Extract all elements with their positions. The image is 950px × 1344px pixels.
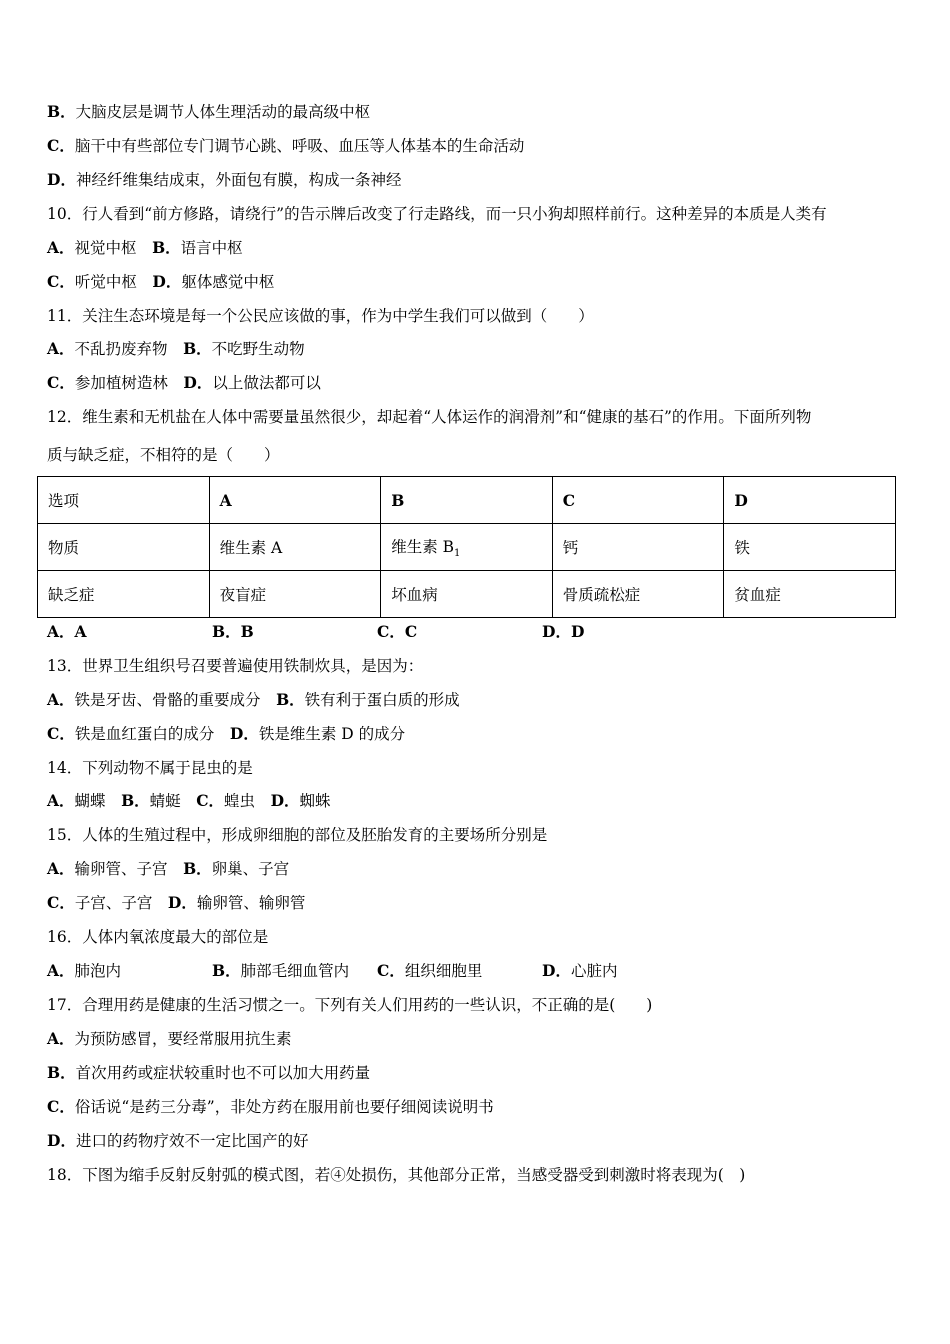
q12-answer-a: A．A — [47, 622, 87, 641]
q9-option-c: C．脑干中有些部位专门调节心跳、呼吸、血压等人体基本的生命活动 — [47, 136, 525, 155]
table-cell: 缺乏症 — [38, 571, 210, 618]
q12-table — [37, 476, 896, 618]
table-cell: 铁 — [724, 524, 896, 571]
q12-answer-b: B．B — [212, 622, 254, 641]
q11-options-row1: A．不乱扔废弃物 B．不吃野生动物 — [47, 339, 305, 358]
q12-answer-c: C．C — [377, 622, 418, 641]
q18-stem: 18．下图为缩手反射反射弧的模式图，若④处损伤，其他部分正常，当感受器受到刺激时将表现为( ) — [47, 1166, 746, 1184]
q15-options-row1: A．输卵管、子宫 B．卵巢、子宫 — [47, 859, 290, 878]
table-cell: 维生素 $B_1$ — [381, 524, 553, 571]
q14-options-row1: A．蝴蝶 B．蜻蜓 C．蝗虫 D．蜘蛛 — [47, 791, 331, 810]
q17-stem: 17．合理用药是健康的生活习惯之一。下列有关人们用药的一些认识，不正确的是( ) — [47, 996, 653, 1014]
q10-stem: 10．行人看到“前方修路，请绕行”的告示牌后改变了行走路线，而一只小狗却照样前行。这种差异的本质是人类有 — [47, 205, 827, 223]
table-cell: 选项 — [38, 477, 210, 524]
table-cell: 钙 — [552, 524, 724, 571]
q16-option-a: A．肺泡内 — [47, 961, 122, 980]
q9-option-d: D．神经纤维集结成束，外面包有膜，构成一条神经 — [47, 170, 402, 189]
q10-options-row1: A．视觉中枢 B．语言中枢 — [47, 238, 243, 257]
q16-stem: 16．人体内氧浓度最大的部位是 — [47, 928, 269, 946]
table-cell: 贫血症 — [724, 571, 896, 618]
q13-options-row2: C．铁是血红蛋白的成分 D．铁是维生素 D 的成分 — [47, 724, 406, 743]
table-cell: B — [381, 477, 553, 524]
q12-stem-line1: 12．维生素和无机盐在人体中需要量虽然很少，却起着“人体运作的润滑剂”和“健康的基石”的作用。下面所列物 — [47, 408, 812, 426]
q15-options-row2: C．子宫、子宫 D．输卵管、输卵管 — [47, 893, 306, 912]
table-cell: 夜盲症 — [209, 571, 381, 618]
table-cell: A — [209, 477, 381, 524]
table-cell: C — [552, 477, 724, 524]
table-cell: 骨质疏松症 — [552, 571, 724, 618]
q17-option-b: B．首次用药或症状较重时也不可以加大用药量 — [47, 1063, 371, 1082]
q10-options-row2: C．听觉中枢 D．躯体感觉中枢 — [47, 272, 275, 291]
q13-options-row1: A．铁是牙齿、骨骼的重要成分 B．铁有利于蛋白质的形成 — [47, 690, 460, 709]
table-cell: 坏血病 — [381, 571, 553, 618]
q16-option-d: D．心脏内 — [542, 961, 618, 980]
q11-options-row2: C．参加植树造林 D．以上做法都可以 — [47, 373, 321, 392]
q15-stem: 15．人体的生殖过程中，形成卵细胞的部位及胚胎发育的主要场所分别是 — [47, 826, 548, 844]
table-cell: D — [724, 477, 896, 524]
q17-option-a: A．为预防感冒，要经常服用抗生素 — [47, 1029, 292, 1048]
q12-stem-line2: 质与缺乏症，不相符的是（ ） — [47, 446, 280, 464]
q17-option-c: C．俗话说“是药三分毒”，非处方药在服用前也要仔细阅读说明书 — [47, 1097, 494, 1116]
table-cell: 物质 — [38, 524, 210, 571]
q9-option-b: B．大脑皮层是调节人体生理活动的最高级中枢 — [47, 102, 371, 121]
q12-answer-d: D．D — [542, 622, 585, 641]
q14-stem: 14．下列动物不属于昆虫的是 — [47, 759, 253, 777]
table-row-deficiency — [38, 571, 896, 618]
q17-option-d: D．进口的药物疗效不一定比国产的好 — [47, 1131, 309, 1150]
q16-option-c: C．组织细胞里 — [377, 961, 483, 980]
table-row-header — [38, 477, 896, 524]
q16-option-b: B．肺部毛细血管内 — [212, 961, 350, 980]
q11-stem: 11．关注生态环境是每一个公民应该做的事，作为中学生我们可以做到（ ） — [47, 307, 594, 325]
table-row-substance — [38, 524, 896, 571]
table-cell: 维生素 A — [209, 524, 381, 571]
q13-stem: 13．世界卫生组织号召要普遍使用铁制炊具，是因为： — [47, 657, 424, 675]
